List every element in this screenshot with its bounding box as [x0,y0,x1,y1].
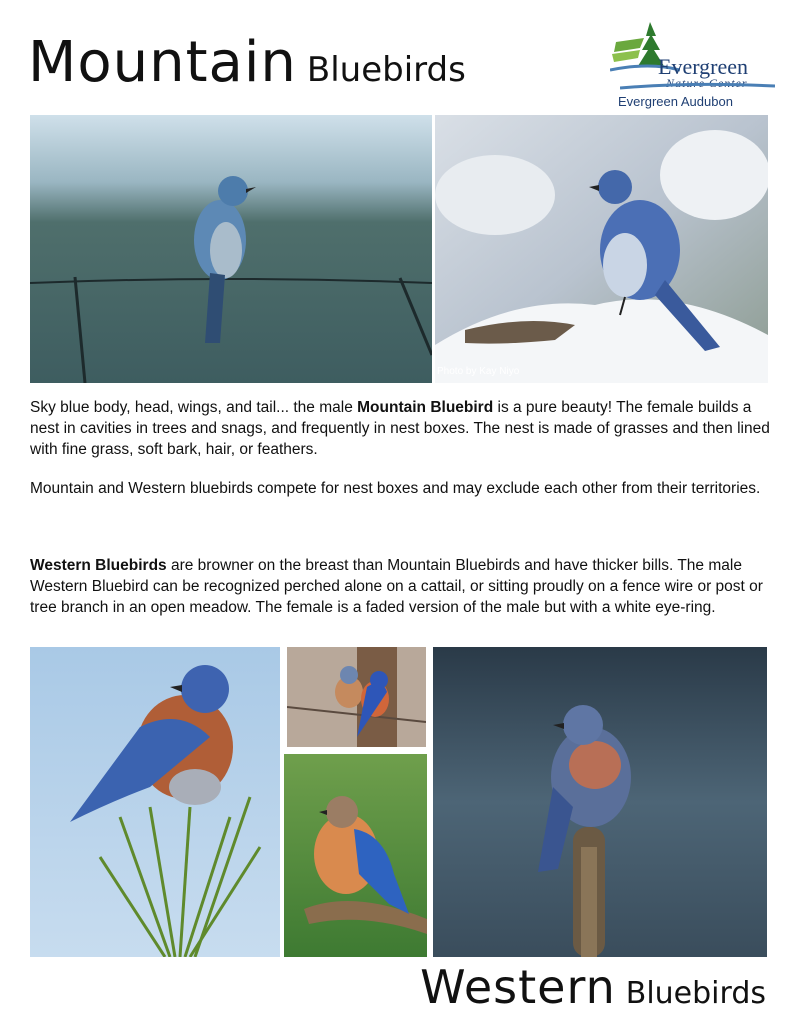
photo-western-bluebird-on-pine [30,647,280,957]
title-top-big: Mountain [28,30,297,95]
photo-credit: Photo by Kay Niyo [437,366,520,377]
paragraph-competition [30,478,770,499]
photo-mountain-bluebird-on-snow [435,115,768,383]
paragraph-western-bluebird [30,555,770,618]
p1-text-before: Sky blue body, head, wings, and tail... the male [30,399,358,416]
logo-organization: Evergreen Audubon [618,94,733,109]
photo-mountain-bluebird-on-wire [30,115,432,383]
p3-bold-name: Western Bluebirds [30,557,167,574]
p1-bold-name: Mountain Bluebird [357,399,494,416]
p3-text-after: are browner on the breast than Mountain Bluebirds and have thicker bills. The male Western Bluebird can be recognized perched alone on a cattail, or sitting proudly on a fence wire or post or tree branch in an open meadow. The female is a faded version of the male but with a white eye-ring. [30,557,763,616]
logo-swoosh-icon [620,82,775,90]
evergreen-logo [610,18,780,113]
p1-text-after: is a pure beauty! The female builds a nest in cavities in trees and snags, and frequently in nest boxes. The nest is made of grasses and then lined with fine grass, soft bark, hair, or feathers. [30,399,770,458]
title-bottom-small: Bluebirds [625,976,766,1011]
title-bottom-big: Western [420,960,616,1014]
logo-subtitle: Nature Center [666,76,748,90]
paragraph-mountain-bluebird [30,397,770,460]
photo-bluebird-pair-on-post [287,647,426,747]
section-title-western-bluebirds [420,960,766,1014]
page-title-mountain-bluebirds [28,30,466,95]
p2-text: Mountain and Western bluebirds compete for nest boxes and may exclude each other from their territories. [30,480,761,497]
photo-western-bluebird-on-cattail [433,647,767,957]
logo-name: Evergreen [658,54,748,79]
photo-western-bluebird-on-branch [284,754,427,957]
title-top-small: Bluebirds [306,50,466,90]
